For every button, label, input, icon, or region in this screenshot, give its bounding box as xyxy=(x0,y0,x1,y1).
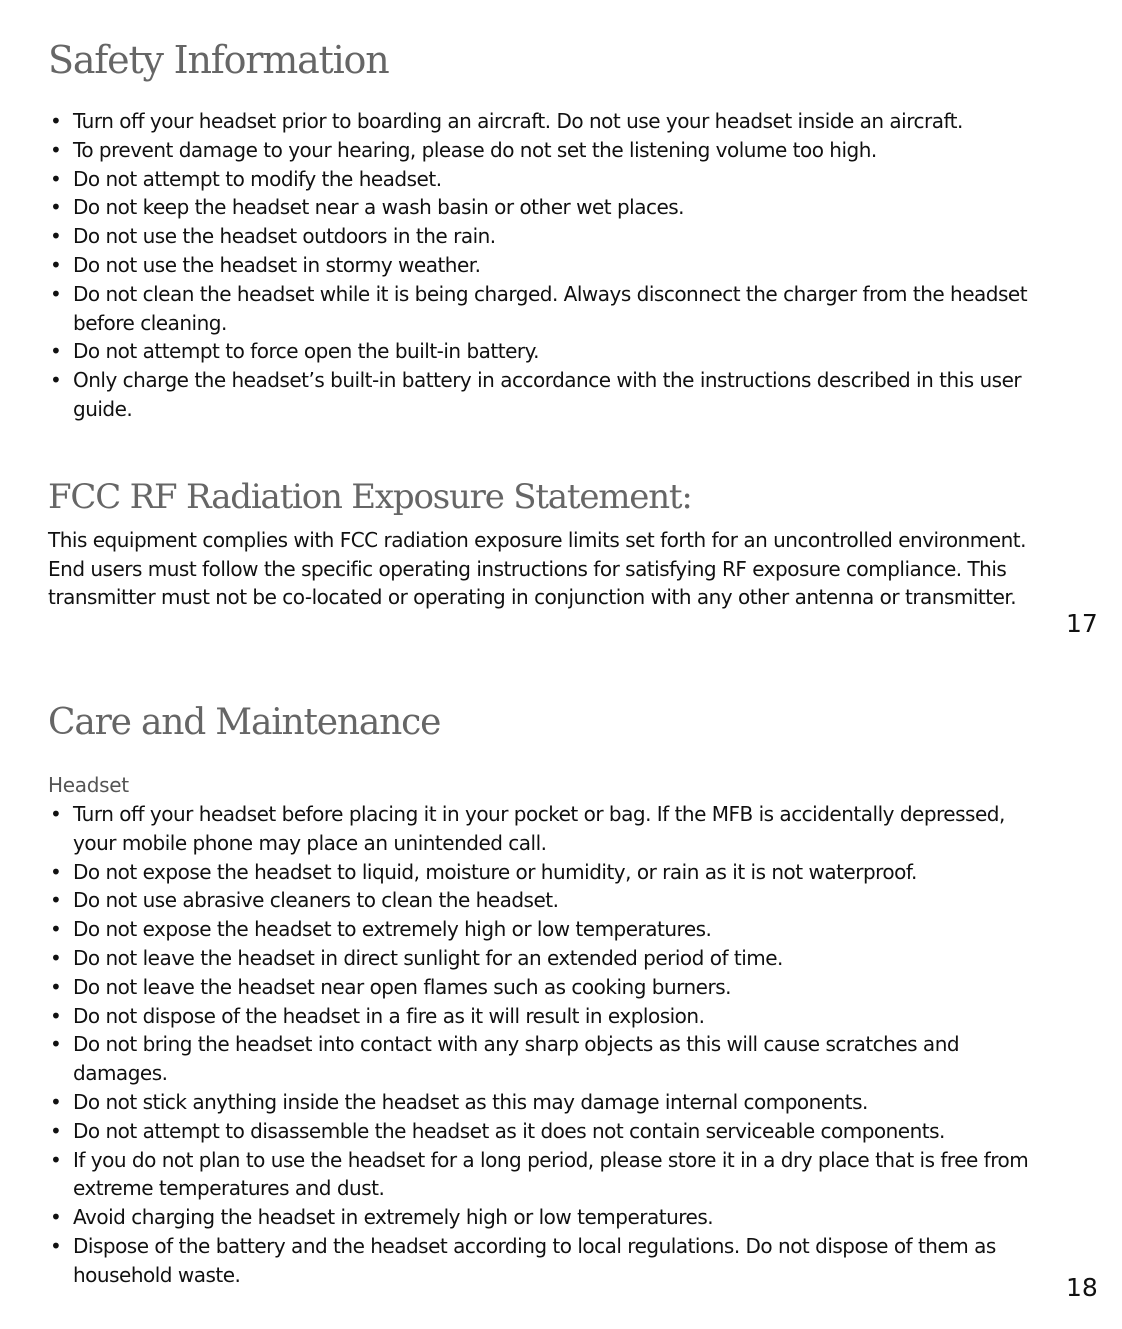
list-item-text: Do not keep the headset near a wash basin or other wet places. xyxy=(73,195,685,220)
bullet-icon: • xyxy=(50,1118,62,1143)
bullet-icon: • xyxy=(50,802,62,826)
safety-list xyxy=(48,107,1048,424)
bullet-icon: • xyxy=(50,166,62,191)
bullet-icon: • xyxy=(50,974,62,999)
list-item xyxy=(48,337,1048,366)
list-item-text: Only charge the headset’s built-in battery in accordance with the instructions described in this user guide. xyxy=(73,368,1022,421)
list-item-text: Do not bring the headset into contact with any sharp objects as this will cause scratches and damages. xyxy=(73,1032,960,1086)
bullet-icon: • xyxy=(50,339,62,364)
bullet-icon: • xyxy=(50,945,62,970)
list-item xyxy=(48,886,1048,915)
list-item xyxy=(48,858,1048,887)
bullet-icon: • xyxy=(50,109,62,133)
list-item xyxy=(48,193,1048,222)
list-item-text: To prevent damage to your hearing, please do not set the listening volume too high. xyxy=(73,137,877,162)
list-item-text: Dispose of the battery and the headset according to local regulations. Do not dispose of them as household waste. xyxy=(73,1233,996,1287)
list-item-text: Do not clean the headset while it is being charged. Always disconnect the charger from the headset before cleaning. xyxy=(73,281,1028,335)
list-item xyxy=(48,973,1048,1002)
list-item-text: Do not leave the headset in direct sunlight for an extended period of time. xyxy=(73,945,783,970)
care-and-maintenance-title: Care and Maintenance xyxy=(48,702,441,743)
list-item-text: Do not attempt to disassemble the headset as it does not contain serviceable components. xyxy=(73,1118,945,1143)
list-item-text: Do not leave the headset near open flames such as cooking burners. xyxy=(73,974,731,999)
bullet-icon: • xyxy=(50,917,62,942)
bullet-icon: • xyxy=(50,1032,62,1057)
bullet-icon: • xyxy=(50,1205,62,1230)
care-list xyxy=(48,800,1048,1290)
list-item-text: Turn off your headset before placing it in your pocket or bag. If the MFB is accidentally depressed, your mobile phone may place an unintended call. xyxy=(73,802,1005,855)
list-item xyxy=(48,944,1048,973)
bullet-icon: • xyxy=(50,224,62,249)
safety-information-title: Safety Information xyxy=(48,38,389,82)
list-item-text: Do not dispose of the headset in a fire as it will result in explosion. xyxy=(73,1003,705,1028)
list-item xyxy=(48,136,1048,165)
bullet-icon: • xyxy=(50,137,62,162)
list-item xyxy=(48,1232,1048,1290)
bullet-icon: • xyxy=(50,1147,62,1172)
list-item xyxy=(48,1088,1048,1117)
list-item-text: Avoid charging the headset in extremely high or low temperatures. xyxy=(73,1205,714,1230)
bullet-icon: • xyxy=(50,888,62,913)
list-item xyxy=(48,107,1048,136)
list-item xyxy=(48,1117,1048,1146)
list-item xyxy=(48,1203,1048,1232)
list-item-text: Do not expose the headset to extremely high or low temperatures. xyxy=(73,917,712,942)
list-item-text: Do not attempt to modify the headset. xyxy=(73,166,442,191)
bullet-icon: • xyxy=(50,1089,62,1114)
page-number: 17 xyxy=(1066,609,1098,638)
list-item-text: Do not attempt to force open the built-in battery. xyxy=(73,339,539,364)
list-item-text: Do not expose the headset to liquid, moisture or humidity, or rain as it is not waterproof. xyxy=(73,859,917,884)
manual-page-18 xyxy=(0,665,1122,1329)
list-item xyxy=(48,1146,1048,1204)
list-item xyxy=(48,280,1048,338)
list-item-text: If you do not plan to use the headset for a long period, please store it in a dry place that is free from extreme temperatures and dust. xyxy=(73,1147,1029,1201)
fcc-statement-body: This equipment complies with FCC radiation exposure limits set forth for an uncontrolled environment. End users must follow the specific operating instructions for satisfying RF exposure compliance. This transmitter must not be co-located or operating in conjunction with any other antenna or transmitter. xyxy=(48,528,1026,610)
list-item-text: Turn off your headset prior to boarding an aircraft. Do not use your headset inside an aircraft. xyxy=(73,109,963,133)
bullet-icon: • xyxy=(50,1233,62,1258)
list-item xyxy=(48,800,1048,858)
list-item-text: Do not use the headset in stormy weather. xyxy=(73,252,481,277)
bullet-icon: • xyxy=(50,195,62,220)
list-item xyxy=(48,251,1048,280)
bullet-icon: • xyxy=(50,281,62,306)
page-number: 18 xyxy=(1066,1273,1098,1302)
list-item xyxy=(48,1002,1048,1031)
headset-subheading: Headset xyxy=(48,773,129,797)
bullet-icon: • xyxy=(50,1003,62,1028)
list-item-text: Do not use abrasive cleaners to clean the headset. xyxy=(73,888,559,913)
list-item xyxy=(48,366,1048,424)
list-item xyxy=(48,165,1048,194)
bullet-icon: • xyxy=(50,368,62,393)
bullet-icon: • xyxy=(50,252,62,277)
fcc-statement-title: FCC RF Radiation Exposure Statement: xyxy=(48,477,692,517)
list-item xyxy=(48,1030,1048,1088)
list-item-text: Do not use the headset outdoors in the rain. xyxy=(73,224,496,249)
list-item-text: Do not stick anything inside the headset as this may damage internal components. xyxy=(73,1089,868,1114)
bullet-icon: • xyxy=(50,859,62,884)
list-item xyxy=(48,915,1048,944)
list-item xyxy=(48,222,1048,251)
